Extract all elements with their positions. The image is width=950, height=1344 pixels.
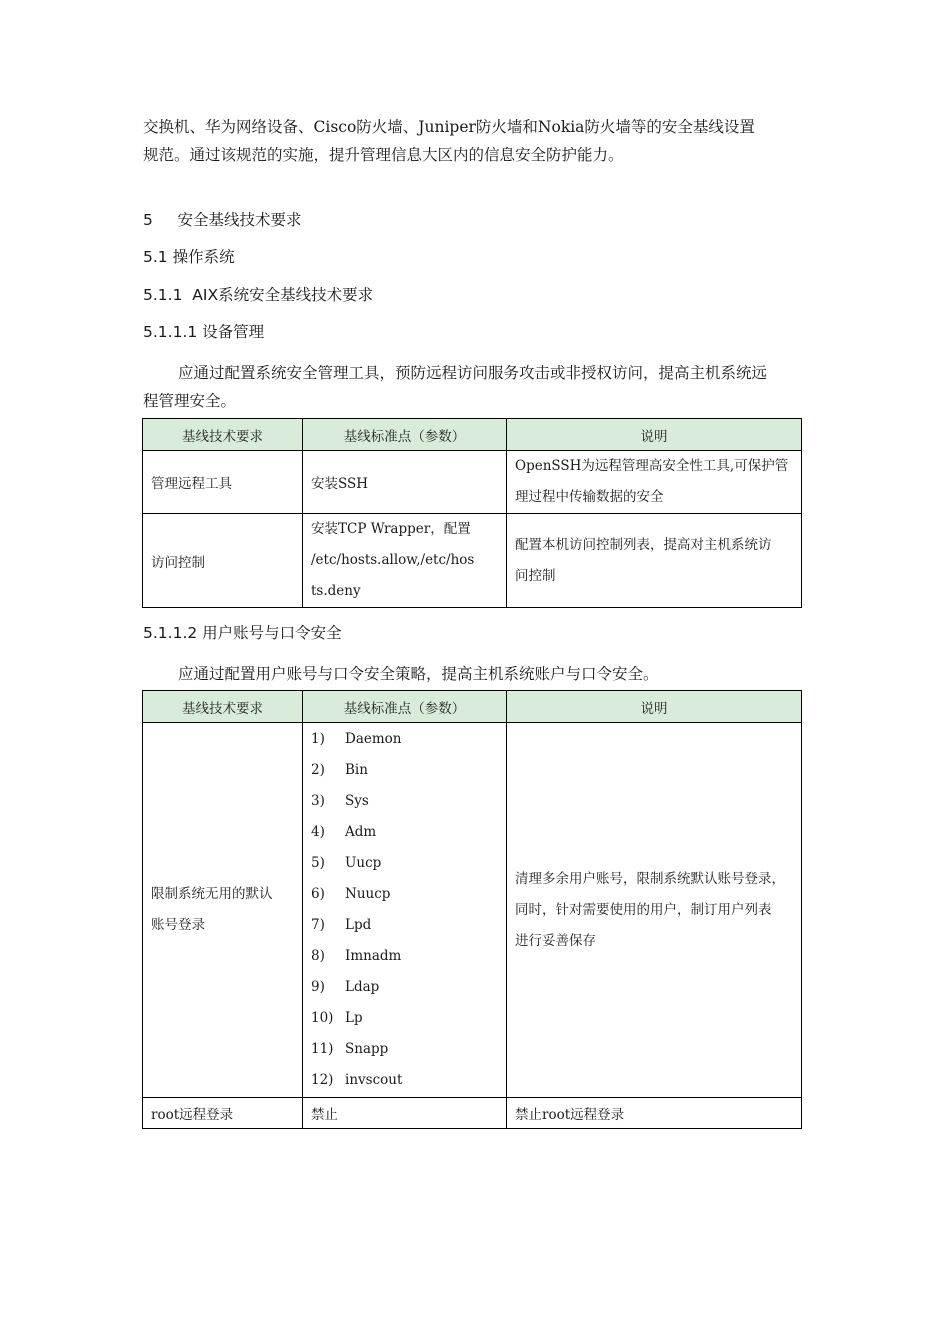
list-number: 2) — [311, 762, 325, 778]
heading-5-1-1: 5.1.1 AIX系统安全基线技术要求 — [143, 286, 374, 304]
heading-5-1-1-2: 5.1.1.2 用户账号与口令安全 — [143, 624, 342, 642]
requirement-cell: 访问控制 — [143, 514, 303, 608]
header-requirement: 基线技术要求 — [143, 419, 303, 451]
heading-5-1-1-1: 5.1.1.1 设备管理 — [143, 323, 265, 341]
heading-5-1: 5.1 操作系统 — [143, 248, 235, 266]
requirement-cell: 管理远程工具 — [143, 451, 303, 514]
note-line: 问控制 — [515, 567, 556, 584]
account-name: Sys — [345, 793, 369, 809]
table-row — [143, 1098, 802, 1129]
account-name: Nuucp — [345, 886, 391, 902]
account-name: Bin — [345, 762, 368, 778]
requirement-line: 限制系统无用的默认 — [151, 886, 273, 902]
table-row — [143, 514, 802, 608]
standard-line: /etc/hosts.allow,/etc/hos — [311, 552, 475, 568]
device-mgmt-table — [142, 418, 802, 608]
intro-paragraph — [143, 113, 813, 169]
account-table — [142, 690, 802, 1129]
account-name: Daemon — [345, 731, 402, 747]
table-header-row — [143, 691, 802, 723]
list-item — [311, 941, 498, 972]
list-number: 12) — [311, 1072, 334, 1088]
note-cell — [507, 514, 802, 608]
standard-line: 安装TCP Wrapper，配置 — [311, 521, 471, 537]
intro-line-2: 规范。通过该规范的实施，提升管理信息大区内的信息安全防护能力。 — [143, 146, 624, 164]
list-item — [311, 848, 498, 879]
requirement-cell: root远程登录 — [143, 1098, 303, 1129]
account-name: Imnadm — [345, 948, 402, 964]
list-item — [311, 1065, 498, 1096]
list-item — [311, 786, 498, 817]
list-item — [311, 1003, 498, 1034]
list-number: 8) — [311, 948, 325, 964]
requirement-cell — [143, 723, 303, 1098]
note-line: 理过程中传输数据的安全 — [515, 489, 664, 505]
table-row — [143, 723, 802, 1098]
list-number: 5) — [311, 855, 325, 871]
list-number: 4) — [311, 824, 325, 840]
table-header-row — [143, 419, 802, 451]
standard-cell: 禁止 — [303, 1098, 507, 1129]
standard-cell: 安装SSH — [303, 451, 507, 514]
account-name: Lpd — [345, 917, 372, 933]
list-item — [311, 879, 498, 910]
account-name: Adm — [345, 824, 377, 840]
device-mgmt-paragraph — [143, 359, 813, 415]
list-number: 1) — [311, 731, 325, 747]
note-cell — [507, 723, 802, 1098]
header-standard: 基线标准点（参数） — [303, 691, 507, 723]
note-line: 进行妥善保存 — [515, 932, 596, 949]
list-number: 6) — [311, 886, 325, 902]
account-name: invscout — [345, 1072, 403, 1088]
device-mgmt-line-1: 应通过配置系统安全管理工具，预防远程访问服务攻击或非授权访问，提高主机系统远 — [178, 364, 768, 382]
accounts-cell — [303, 723, 507, 1098]
list-item — [311, 972, 498, 1003]
list-item — [311, 910, 498, 941]
account-name: Uucp — [345, 855, 382, 871]
header-standard: 基线标准点（参数） — [303, 419, 507, 451]
list-item — [311, 724, 498, 755]
list-item — [311, 817, 498, 848]
intro-line-1: 交换机、华为网络设备、Cisco防火墙、Juniper防火墙和Nokia防火墙等的安全基线设置 — [143, 118, 755, 136]
account-name: Ldap — [345, 979, 380, 995]
note-cell: 禁止root远程登录 — [507, 1098, 802, 1129]
table-row — [143, 451, 802, 514]
note-line: 同时，针对需要使用的用户，制订用户列表 — [515, 901, 772, 918]
account-paragraph — [143, 660, 813, 688]
list-number: 7) — [311, 917, 325, 933]
standard-cell — [303, 514, 507, 608]
heading-5: 5 安全基线技术要求 — [143, 211, 302, 229]
account-line-1: 应通过配置用户账号与口令安全策略，提高主机系统账户与口令安全。 — [178, 665, 659, 683]
requirement-line: 账号登录 — [151, 917, 205, 933]
list-number: 3) — [311, 793, 325, 809]
list-number: 11) — [311, 1041, 334, 1057]
note-line: 配置本机访问控制列表，提高对主机系统访 — [515, 536, 772, 553]
note-cell — [507, 451, 802, 514]
header-requirement: 基线技术要求 — [143, 691, 303, 723]
list-item — [311, 755, 498, 786]
note-line: OpenSSH为远程管理高安全性工具,可保护管 — [515, 458, 789, 474]
standard-line: ts.deny — [311, 583, 361, 599]
list-item — [311, 1034, 498, 1065]
account-name: Lp — [345, 1010, 363, 1026]
header-note: 说明 — [507, 691, 802, 723]
account-name: Snapp — [345, 1041, 389, 1057]
header-note: 说明 — [507, 419, 802, 451]
note-line: 清理多余用户账号，限制系统默认账号登录， — [515, 870, 785, 887]
list-number: 10) — [311, 1010, 334, 1026]
list-number: 9) — [311, 979, 325, 995]
device-mgmt-line-2: 程管理安全。 — [143, 392, 237, 410]
